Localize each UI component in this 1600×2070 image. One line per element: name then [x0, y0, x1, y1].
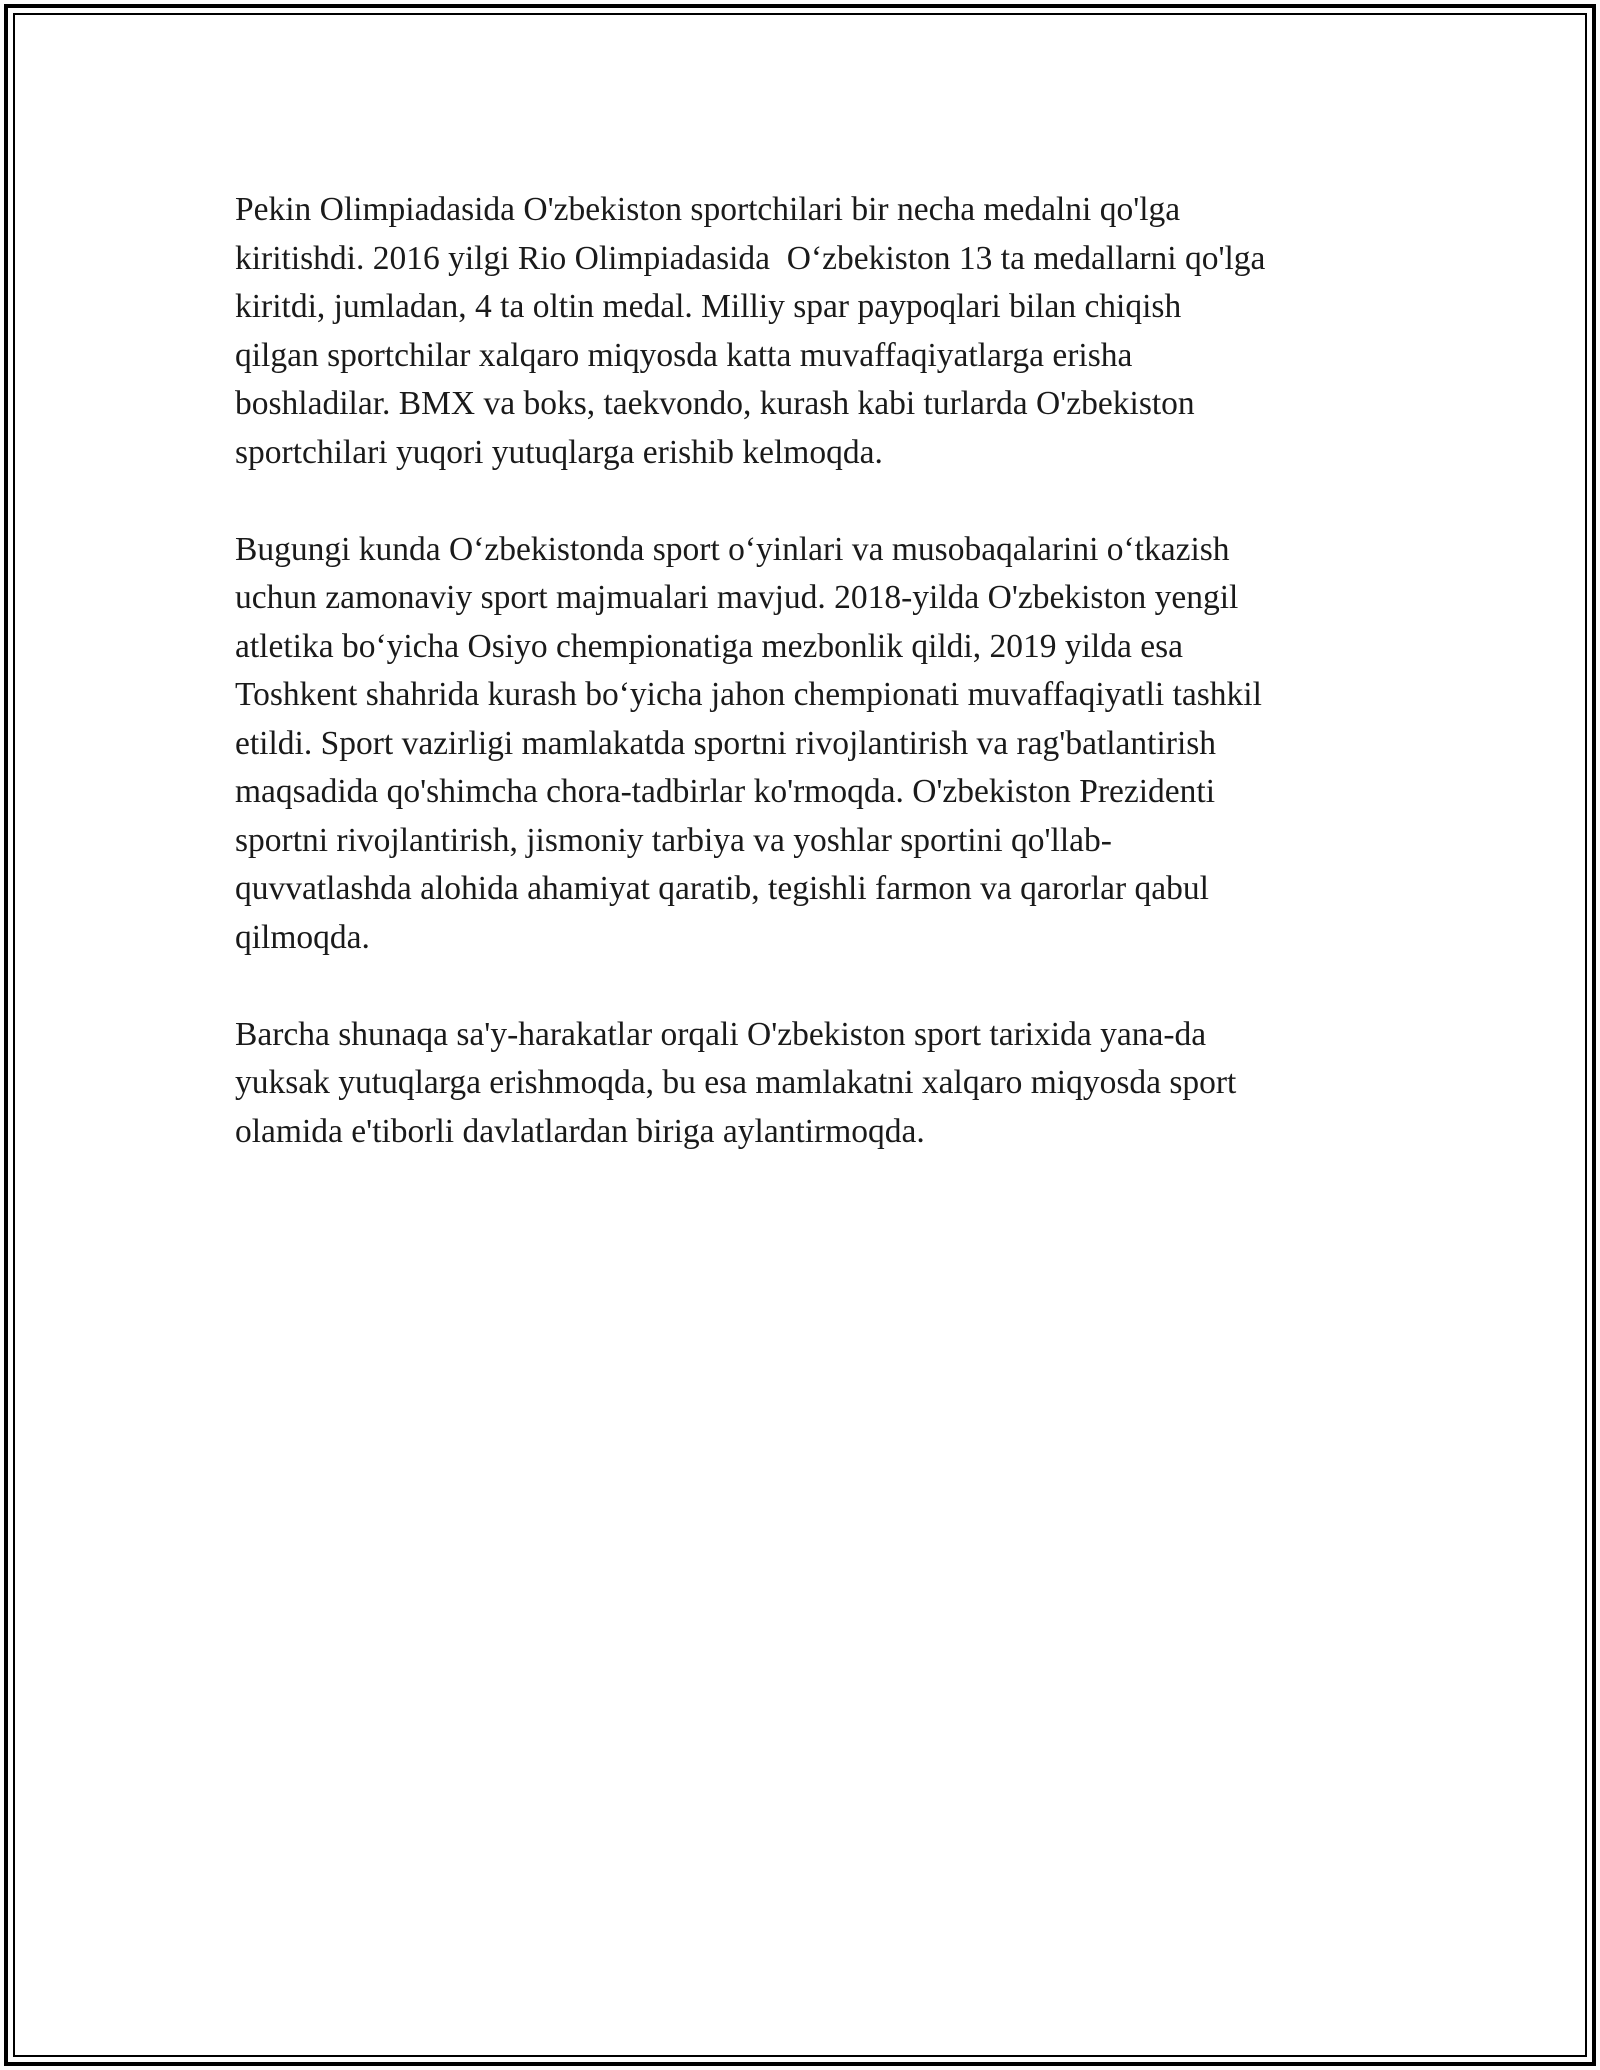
text-line: Toshkent shahrida kurash bo‘yicha jahon chempionati muvaffaqiyatli tashkil [235, 676, 1262, 713]
text-line: maqsadida qo'shimcha chora-tadbirlar ko'rmoqda. O'zbekiston Prezidenti [235, 773, 1216, 810]
paragraph-infrastructure [235, 526, 1375, 963]
text-line: qilmoqda. [235, 918, 370, 956]
text-line: yuksak yutuqlarga erishmoqda, bu esa mamlakatni xalqaro miqyosda sport [235, 1064, 1237, 1101]
text-line: Pekin Olimpiadasida O'zbekiston sportchilari bir necha medalni qo'lga [235, 191, 1181, 228]
paragraph-olympics [235, 186, 1375, 477]
text-line: atletika bo‘yicha Osiyo chempionatiga mezbonlik qildi, 2019 yilda esa [235, 627, 1183, 665]
text-line: etildi. Sport vazirligi mamlakatda sportni rivojlantirish va rag'batlantirish [235, 724, 1217, 762]
text-line: qilgan sportchilar xalqaro miqyosda katta muvaffaqiyatlarga erisha [235, 336, 1133, 374]
paragraph-conclusion [235, 1011, 1375, 1157]
text-line: kiritdi, jumladan, 4 ta oltin medal. Milliy spar paypoqlari bilan chiqish [235, 288, 1182, 325]
text-line: boshladilar. BMX va boks, taekvondo, kurash kabi turlarda O'zbekiston [235, 385, 1195, 422]
text-line: kiritishdi. 2016 yilgi Rio Olimpiadasida O‘zbekiston 13 ta medallarni qo'lga [235, 239, 1266, 277]
text-line: sportchilari yuqori yutuqlarga erishib kelmoqda. [235, 433, 883, 471]
text-line: olamida e'tiborli davlatlardan biriga aylantirmoqda. [235, 1112, 925, 1150]
text-line: quvvatlashda alohida ahamiyat qaratib, tegishli farmon va qarorlar qabul [235, 870, 1209, 907]
text-line: uchun zamonaviy sport majmualari mavjud. 2018-yilda O'zbekiston yengil [235, 579, 1239, 616]
text-line: sportni rivojlantirish, jismoniy tarbiya va yoshlar sportini qo'llab- [235, 821, 1112, 859]
text-line: Barcha shunaqa sa'y-harakatlar orqali O'zbekiston sport tarixida yana-da [235, 1015, 1207, 1053]
text-line: Bugungi kunda O‘zbekistonda sport o‘yinlari va musobaqalarini o‘tkazish [235, 530, 1230, 568]
document-body [235, 186, 1375, 1205]
